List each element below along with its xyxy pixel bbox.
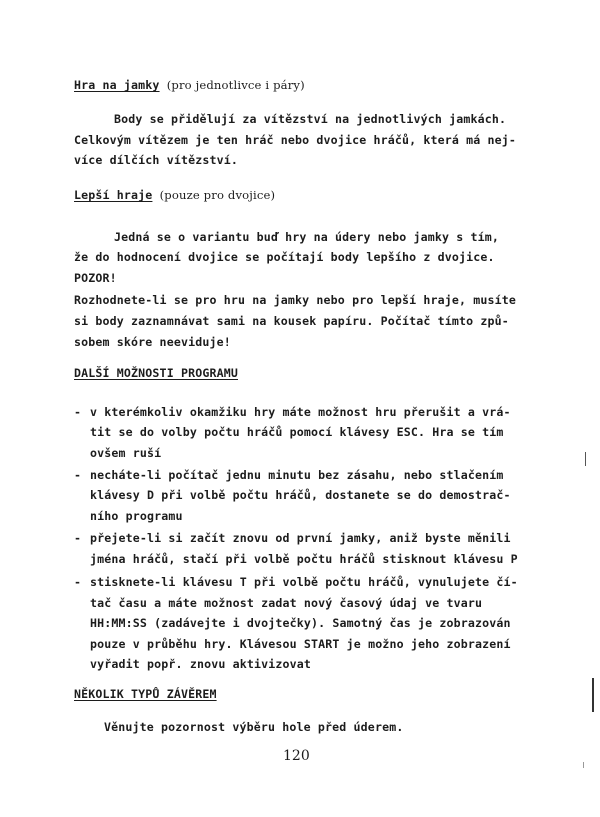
paragraph-line: Věnujte pozornost výběru hole před úderem. (104, 720, 404, 734)
section-heading-nekolik-typu: NĚKOLIK TYPŮ ZÁVĚREM (74, 687, 217, 701)
list-line: vyřadit popř. znovu aktivizovat (90, 657, 312, 671)
list-line: ního programu (90, 509, 183, 523)
page-number: 120 (283, 748, 310, 764)
warning-line: Rozhodnete-li se pro hru na jamky nebo pro lepší hraje, musíte (74, 293, 517, 307)
section-heading-hra-na-jamky (74, 78, 305, 92)
paragraph-line: Celkovým vítězem je ten hráč nebo dvojice hráčů, která má nej- (74, 133, 517, 147)
bullet: - (74, 575, 82, 589)
section-heading-dalsi-moznosti: DALŠÍ MOŽNOSTI PROGRAMU (74, 366, 238, 380)
paragraph-line: Body se přidělují za vítězství na jednotlivých jamkách. (114, 112, 507, 126)
bullet: - (74, 531, 82, 545)
list-line: jména hráčů, stačí při volbě počtu hráčů stisknout klávesu P (90, 552, 518, 566)
scan-mark (592, 678, 594, 712)
heading-text: Hra na jamky (74, 78, 160, 92)
list-line: pouze v průběhu hry. Klávesou START je možno jeho zobrazení (90, 637, 511, 651)
warning-title: POZOR! (74, 271, 117, 285)
list-line: necháte-li počítač jednu minutu bez zásahu, nebo stlačením (90, 468, 504, 482)
bullet: - (74, 468, 82, 482)
list-line: ovšem ruší (90, 446, 162, 460)
scan-mark (583, 762, 584, 768)
paragraph-line: že do hodnocení dvojice se počítají body lepšího z dvojice. (74, 250, 495, 264)
scan-mark (585, 452, 586, 466)
list-line: HH:MM:SS (zadávejte i dvojtečky). Samotný čas je zobrazován (90, 616, 511, 630)
list-line: tit se do volby počtu hráčů pomocí klávesy ESC. Hra se tím (90, 425, 504, 439)
bullet: - (74, 405, 82, 419)
list-line: v kterémkoliv okamžiku hry máte možnost hru přerušit a vrá- (90, 405, 511, 419)
paragraph-line: Jedná se o variantu buď hry na údery nebo jamky s tím, (114, 230, 500, 244)
list-line: tač času a máte možnost zadat nový časový údaj ve tvaru (90, 596, 483, 610)
list-line: přejete-li si začít znovu od první jamky, aniž byste měnili (90, 531, 511, 545)
heading-note: (pouze pro dvojice) (159, 188, 276, 202)
list-line: stisknete-li klávesu T při volbě počtu hráčů, vynulujete čí- (90, 575, 518, 589)
warning-line: si body zaznamnávat sami na kousek papíru. Počítač tímto způ- (74, 314, 509, 328)
section-heading-lepsi-hraje (74, 188, 275, 202)
list-line: klávesy D při volbě počtu hráčů, dostanete se do demostrač- (90, 488, 511, 502)
heading-text: Lepší hraje (74, 188, 153, 202)
heading-note: (pro jednotlivce i páry) (166, 78, 305, 92)
warning-line: sobem skóre neeviduje! (74, 335, 231, 349)
paragraph-line: více dílčích vítězství. (74, 153, 238, 167)
